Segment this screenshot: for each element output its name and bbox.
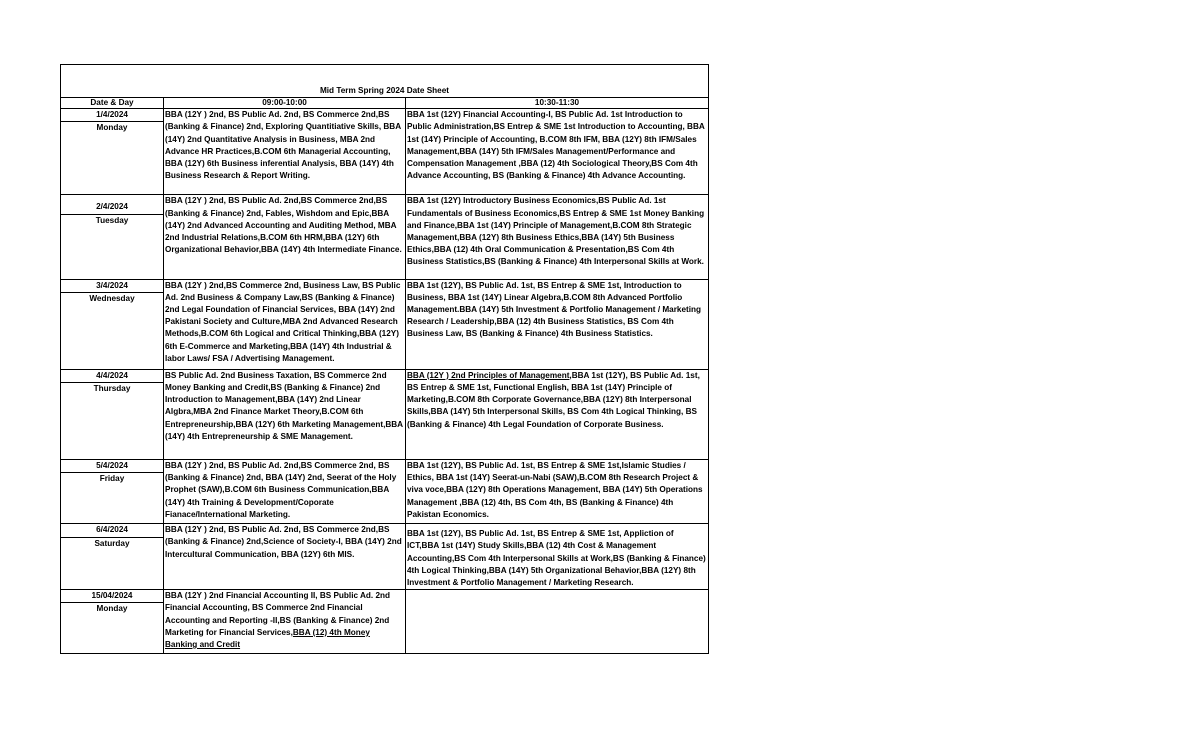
exam-date: 4/4/2024 — [61, 369, 164, 382]
title-row — [61, 85, 709, 98]
slot1-papers: BS Public Ad. 2nd Business Taxation, BS Commerce 2nd Money Banking and Credit,BS (Banking & Finance) 2nd Introduction to Management,BBA (14Y) 2nd Linear Algbra,MBA 2nd Finance Market Theory,B.COM 6th Entrepreneurship,BBA (12Y) 6th Marketing Management,BBA (14Y) 4th Entrepreneurship & SME Management. — [164, 369, 406, 459]
slot2-underlined: BBA (12Y ) 2nd Principles of Management — [407, 370, 570, 380]
exam-date: 6/4/2024 — [61, 524, 164, 538]
table-row — [61, 590, 709, 603]
exam-date: 1/4/2024 — [61, 109, 164, 122]
table-row — [61, 460, 709, 473]
exam-date: 2/4/2024 — [61, 195, 164, 214]
exam-day: Thursday — [61, 383, 164, 460]
slot2-papers: BBA 1st (12Y), BS Public Ad. 1st, BS Entrep & SME 1st, Appliction of ICT,BBA 1st (14Y) Study Skills,BBA (12) 4th Cost & Management Accounting,BS Com 4th Interpersonal Skills at Work,BS (Banking & Finance) 4th Logical Thinking,BBA (14Y) 5th Organizational Behavior,BBA (12Y) 8th Investment & Portfolio Management / Marketing Research. — [406, 524, 709, 590]
slot2-papers — [406, 369, 709, 459]
table-row — [61, 279, 709, 292]
exam-day: Saturday — [61, 537, 164, 589]
exam-day: Tuesday — [61, 214, 164, 279]
slot1-papers: BBA (12Y ) 2nd,BS Commerce 2nd, Business Law, BS Public Ad. 2nd Business & Company Law,BS (Banking & Finance) 2nd Legal Foundation of Financial Services, BBA (14Y) 2nd Pakistani Society and Culture,MBA 2nd Advanced Research Methods,B.COM 6th Logical and Critical Thinking,BBA (12Y) 6th E-Commerce and Marketing,BBA (14Y) 4th Industrial & labor Laws/ FSA / Advertising Management. — [164, 279, 406, 369]
slot1-papers — [164, 590, 406, 654]
slot2-papers — [406, 590, 709, 654]
table-row — [61, 524, 709, 538]
exam-day: Monday — [61, 603, 164, 654]
exam-date: 5/4/2024 — [61, 460, 164, 473]
slot1-papers: BBA (12Y ) 2nd, BS Public Ad. 2nd, BS Commerce 2nd,BS (Banking & Finance) 2nd, Exploring Quantitiative Skills, BBA (14Y) 2nd Quantitative Analysis in Business, MBA 2nd Advance HR Practices,B.COM 6th Managerial Accounting, BBA (12Y) 6th Business inferential Analysis, BBA (14Y) 4th Business Research & Report Writing. — [164, 109, 406, 195]
slot1-papers: BBA (12Y ) 2nd, BS Public Ad. 2nd, BS Commerce 2nd,BS (Banking & Finance) 2nd,Science of Society-I, BBA (14Y) 2nd Intercultural Communication, BBA (12Y) 6th MIS. — [164, 524, 406, 590]
slot1-rest: BBA (12Y ) 2nd Financial Accounting II, BS Public Ad. 2nd Financial Accounting, BS Commerce 2nd Financial Accounting and Reporting -II,BS (Banking & Finance) 2nd Marketing for Financial Services, — [165, 591, 391, 637]
slot2-papers: BBA 1st (12Y) Introductory Business Economics,BS Public Ad. 1st Fundamentals of Business Economics,BS Entrep & SME 1st Money Banking and Finance,BBA 1st (14Y) Principle of Management,B.COM 8th Strategic Management,BBA (12Y) 8th Business Ethics,BBA (14Y) 5th Business Ethics,BBA (12) 4th Oral Communication & Presentation,BS Com 4th Business Statistics,BS (Banking & Finance) 4th Interpersonal Skills at Work. — [406, 195, 709, 279]
slot2-rest: ,BBA 1st (12Y), BS Public Ad. 1st, BS Entrep & SME 1st, Functional English, BBA 1st (14Y) Principle of Marketing,B.COM 8th Corporate Governance,BBA (12Y) 8th Interpersonal Skills,BBA (14Y) 5th Interpersonal Skills, BS Com 4th Logical Thinking, BS (Banking & Finance) 4th Legal Foundation of Corporate Business. — [407, 370, 700, 429]
slot1-papers: BBA (12Y ) 2nd, BS Public Ad. 2nd,BS Commerce 2nd, BS (Banking & Finance) 2nd, BBA (14Y) 2nd, Seerat of the Holy Prophet (SAW),B.COM 6th Business Communication,BBA (14Y) 4th Training & Development/Coporate Fianace/International Marketing. — [164, 460, 406, 524]
exam-day: Monday — [61, 122, 164, 195]
slot1-underlined: BBA (12) 4th Money Banking and Credit — [165, 627, 370, 650]
exam-day: Wednesday — [61, 292, 164, 369]
blank-row — [61, 65, 709, 86]
slot2-papers: BBA 1st (12Y), BS Public Ad. 1st, BS Entrep & SME 1st, Introduction to Business, BBA 1st (14Y) Linear Algebra,B.COM 8th Advanced Portfolio Management.BBA (14Y) 5th Investment & Portfolio Management / Marketing Research / Leadership,BBA (12) 4th Business Statistics, BS Com 4th Business Law, BS (Banking & Finance) 4th Business Statistics. — [406, 279, 709, 369]
exam-day: Friday — [61, 473, 164, 524]
exam-date: 15/04/2024 — [61, 590, 164, 603]
slot2-papers: BBA 1st (12Y), BS Public Ad. 1st, BS Entrep & SME 1st,Islamic Studies / Ethics, BBA 1st (14Y) Seerat-un-Nabi (SAW),B.COM 8th Research Project & viva voce,BBA (12Y) 8th Operations Management, BBA (14Y) 5th Operations Management ,BBA (12) 4th, BS Com 4th, BS (Banking & Finance) 4th Pakistan Economics. — [406, 460, 709, 524]
header-slot-1: 09:00-10:00 — [164, 98, 406, 109]
exam-date: 3/4/2024 — [61, 279, 164, 292]
slot2-papers: BBA 1st (12Y) Financial Accounting-I, BS Public Ad. 1st Introduction to Public Administration,BS Entrep & SME 1st Introduction to Accounting, BBA 1st (14Y) Principle of Accounting, B.COM 8th IFM, BBA (12Y) 8th IFM/Sales Management,BBA (14Y) 5th IFM/Sales Management/Performance and Compensation Management ,BBA (12) 4th Sociological Theory,BS Com 4th Advance Accounting, BS (Banking & Finance) 4th Advance Accounting. — [406, 109, 709, 195]
header-date-day: Date & Day — [61, 98, 164, 109]
header-row — [61, 98, 709, 109]
sheet-title: Mid Term Spring 2024 Date Sheet — [61, 85, 709, 98]
table-row — [61, 109, 709, 122]
table-row — [61, 369, 709, 382]
table-row — [61, 195, 709, 214]
slot1-papers: BBA (12Y ) 2nd, BS Public Ad. 2nd,BS Commerce 2nd,BS (Banking & Finance) 2nd, Fables, Wishdom and Epic,BBA (14Y) 2nd Advanced Accounting and Auditing Method, MBA 2nd Industrial Relations,B.COM 6th HRM,BBA (12Y) 6th Organizational Behavior,BBA (14Y) 4th Intermediate Finance. — [164, 195, 406, 279]
header-slot-2: 10:30-11:30 — [406, 98, 709, 109]
date-sheet-table — [60, 64, 709, 654]
